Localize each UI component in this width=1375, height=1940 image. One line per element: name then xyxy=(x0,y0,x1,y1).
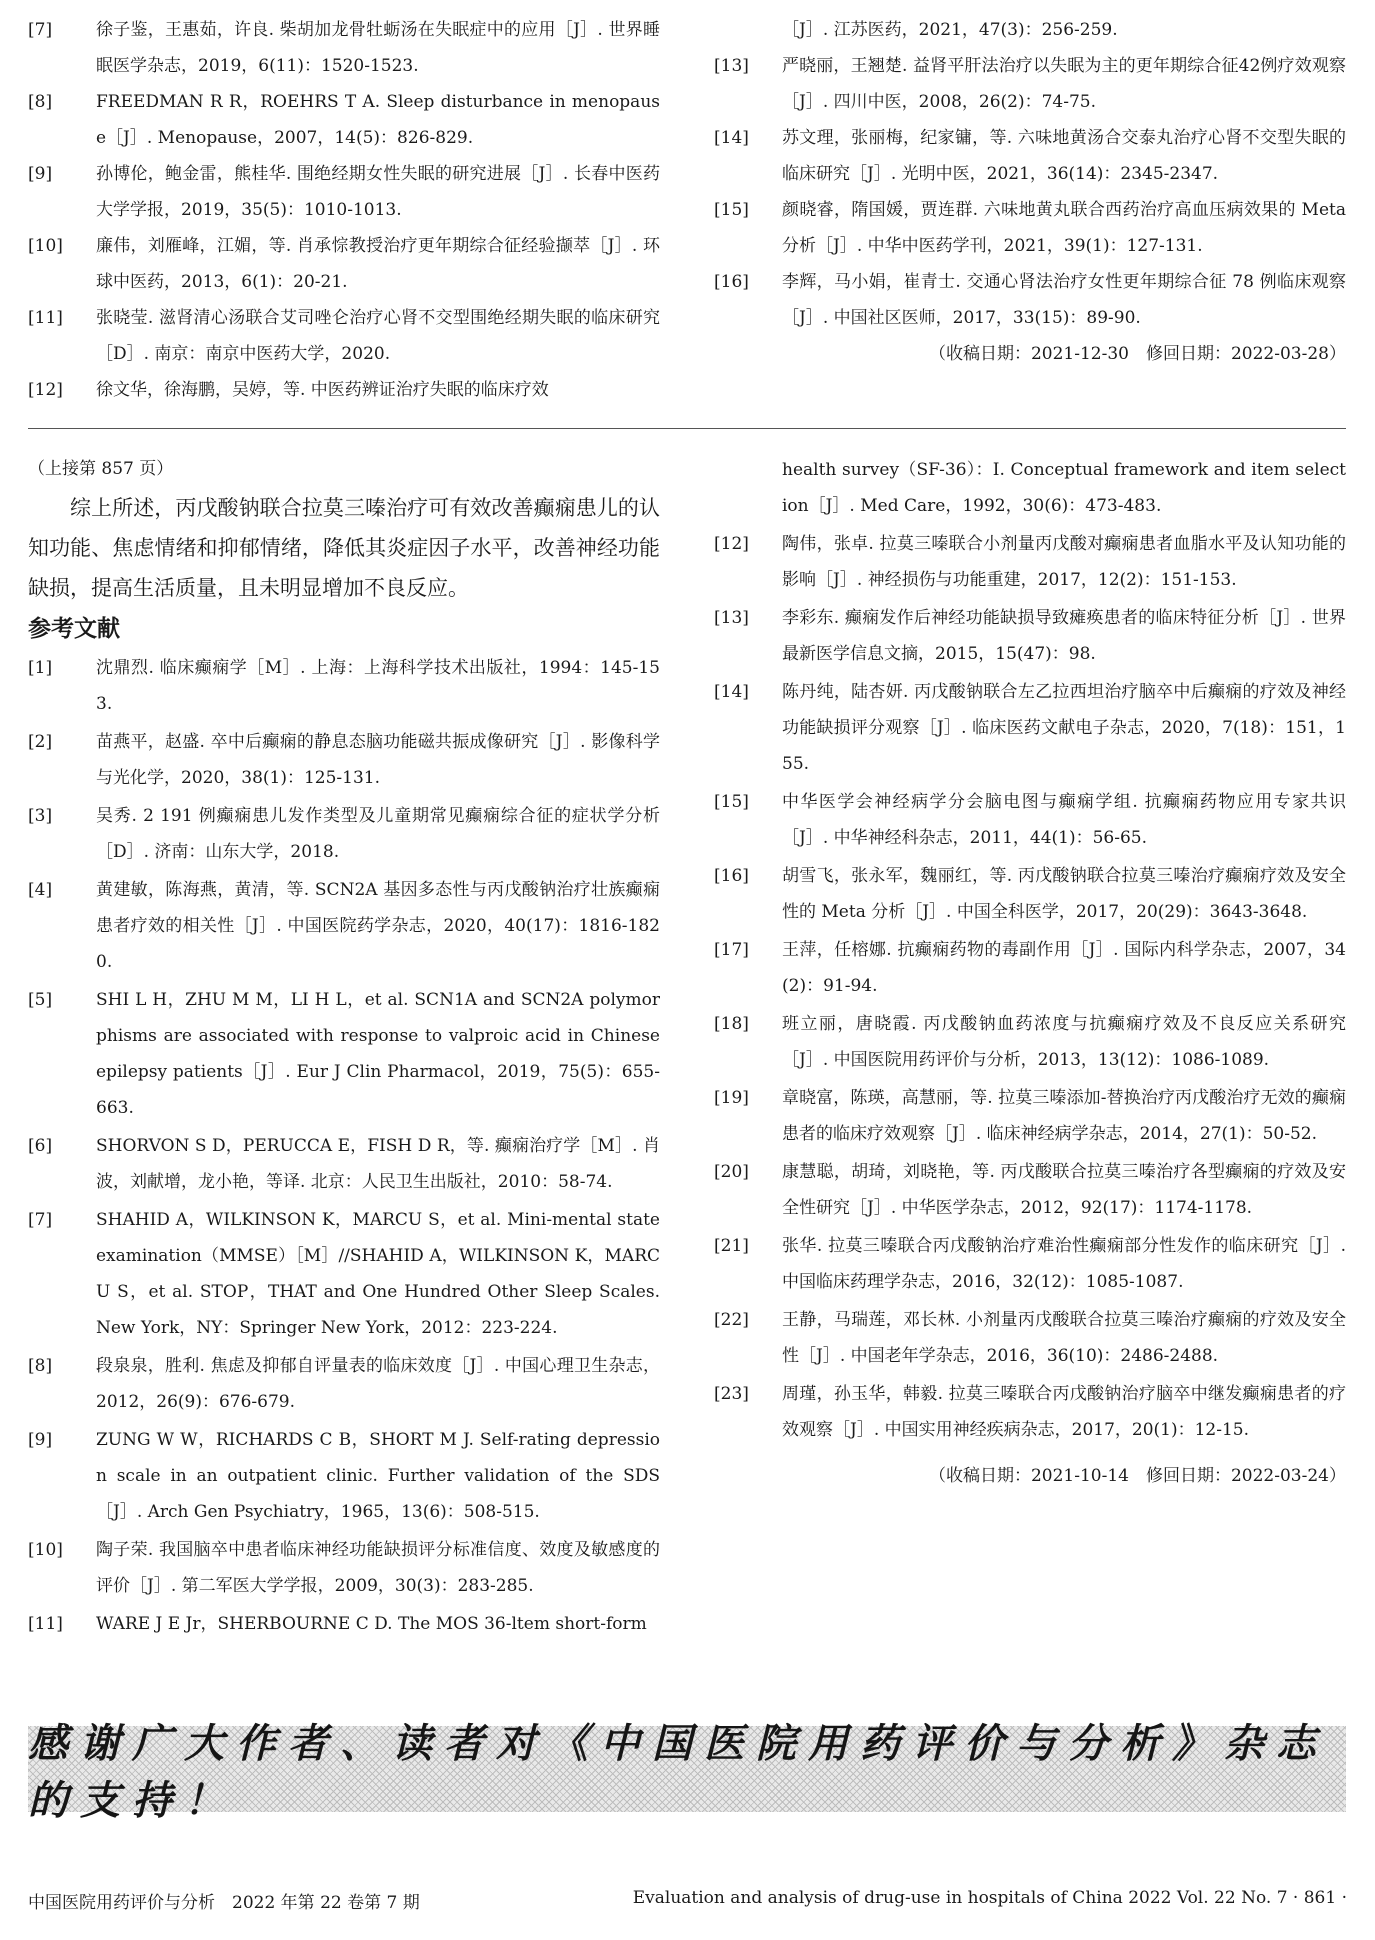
bottom-right-column xyxy=(714,452,1346,1494)
reference-text: 章晓富，陈瑛，高慧丽，等. 拉莫三嗪添加-替换治疗丙戊酸治疗无效的癫痫患者的临床疗效观察［J］. 临床神经病学杂志，2014，27(1)：50-52. xyxy=(782,1088,1346,1144)
reference-text: 陶子荣. 我国脑卒中患者临床神经功能缺损评分标准信度、效度及敏感度的评价［J］. 第二军医大学学报，2009，30(3)：283-285. xyxy=(96,1540,660,1596)
reference-text: 吴秀. 2 191 例癫痫患儿发作类型及儿童期常见癫痫综合征的症状学分析［D］. 济南：山东大学，2018. xyxy=(96,806,660,862)
reference-number: [20] xyxy=(714,1162,749,1182)
reference-item xyxy=(714,264,1346,336)
reference-text: 严晓丽，王翘楚. 益肾平肝法治疗以失眠为主的更年期综合征42例疗效观察［J］. 四川中医，2008，26(2)：74-75. xyxy=(782,56,1346,112)
top-right-references xyxy=(714,12,1346,372)
reference-text: 陶伟，张卓. 拉莫三嗪联合小剂量丙戊酸对癫痫患者血脂水平及认知功能的影响［J］. 神经损伤与功能重建，2017，12(2)：151-153. xyxy=(782,534,1346,590)
reference-item xyxy=(28,12,660,84)
reference-number: [13] xyxy=(714,56,749,76)
reference-item xyxy=(28,372,660,408)
reference-text: 胡雪飞，张永军，魏丽红，等. 丙戊酸钠联合拉莫三嗪治疗癫痫疗效及安全性的 Meta 分析［J］. 中国全科医学，2017，20(29)：3643-3648. xyxy=(782,866,1346,922)
reference-item xyxy=(714,48,1346,120)
reference-item xyxy=(28,1606,660,1642)
reference-text: FREEDMAN R R，ROEHRS T A. Sleep disturbance in menopause［J］. Menopause，2007，14(5)：826-829. xyxy=(96,92,660,148)
references-heading: 参考文献 xyxy=(28,616,120,642)
reference-number: [7] xyxy=(28,1210,53,1230)
reference-item xyxy=(28,872,660,980)
reference-item xyxy=(714,932,1346,1004)
top-left-references xyxy=(28,12,660,408)
reference-item xyxy=(714,1154,1346,1226)
reference-number: [11] xyxy=(28,308,63,328)
reference-number: [10] xyxy=(28,236,63,256)
reference-text: 李辉，马小娟，崔青士. 交通心肾法治疗女性更年期综合征 78 例临床观察［J］. 中国社区医师，2017，33(15)：89-90. xyxy=(782,272,1346,328)
reference-text: 王萍，任榕娜. 抗癫痫药物的毒副作用［J］. 国际内科学杂志，2007，34(2)：91-94. xyxy=(782,940,1346,996)
reference-text: 黄建敏，陈海燕，黄清，等. SCN2A 基因多态性与丙戊酸钠治疗壮族癫痫患者疗效的相关性［J］. 中国医院药学杂志，2020，40(17)：1816-1820. xyxy=(96,880,660,972)
section-divider xyxy=(28,428,1346,429)
reference-text: 苗燕平，赵盛. 卒中后癫痫的静息态脑功能磁共振成像研究［J］. 影像科学与光化学，2020，38(1)：125-131. xyxy=(96,732,660,788)
banner-text: 感谢广大作者、读者对《中国医院用药评价与分析》杂志的支持！ xyxy=(28,1720,1328,1824)
reference-text: SHORVON S D，PERUCCA E，FISH D R，等. 癫痫治疗学［M］. 肖波，刘献增，龙小艳，等译. 北京：人民卫生出版社，2010：58-74. xyxy=(96,1136,660,1192)
reference-number: [19] xyxy=(714,1088,749,1108)
reference-number: [9] xyxy=(28,1430,53,1450)
reference-text: 陈丹纯，陆杏妍. 丙戊酸钠联合左乙拉西坦治疗脑卒中后癫痫的疗效及神经功能缺损评分观察［J］. 临床医药文献电子杂志，2020，7(18)：151，155. xyxy=(782,682,1346,774)
reference-item xyxy=(714,784,1346,856)
reference-number: [6] xyxy=(28,1136,53,1156)
reference-text: SHI L H，ZHU M M，LI H L，et al. SCN1A and SCN2A polymorphisms are associated with response to valproic acid in Chinese epilepsy patients［J］. Eur J Clin Pharmacol，2019，75(5)：655-663. xyxy=(96,990,660,1118)
reference-item xyxy=(714,1302,1346,1374)
reference-number: [17] xyxy=(714,940,749,960)
reference-text: 周瑾，孙玉华，韩毅. 拉莫三嗪联合丙戊酸钠治疗脑卒中继发癫痫患者的疗效观察［J］. 中国实用神经疾病杂志，2017，20(1)：12-15. xyxy=(782,1384,1346,1440)
reference-item xyxy=(28,84,660,156)
reference-text: 颜晓睿，隋国媛，贾连群. 六味地黄丸联合西药治疗高血压病效果的 Meta 分析［J］. 中华中医药学刊，2021，39(1)：127-131. xyxy=(782,200,1346,256)
bottom-left-column xyxy=(28,452,660,1642)
footer-journal-cn: 中国医院用药评价与分析 2022 年第 22 卷第 7 期 xyxy=(28,1893,420,1913)
reference-number: [13] xyxy=(714,608,749,628)
reference-item xyxy=(714,674,1346,782)
reference-number: [7] xyxy=(28,20,53,40)
reference-item xyxy=(28,1532,660,1604)
reference-text: 孙博伦，鲍金雷，熊桂华. 围绝经期女性失眠的研究进展［J］. 长春中医药大学学报，2019，35(5)：1010-1013. xyxy=(96,164,660,220)
reference-number: [12] xyxy=(28,380,63,400)
bottom-received-dates: （收稿日期：2021-10-14 修回日期：2022-03-24） xyxy=(928,1466,1346,1486)
reference-item xyxy=(714,1376,1346,1448)
thanks-banner xyxy=(28,1720,1346,1824)
reference-number: [16] xyxy=(714,272,749,292)
reference-text: 中华医学会神经病学分会脑电图与癫痫学组. 抗癫痫药物应用专家共识［J］. 中华神经科杂志，2011，44(1)：56-65. xyxy=(782,792,1346,848)
reference-item xyxy=(714,192,1346,264)
reference-text: 王静，马瑞莲，邓长林. 小剂量丙戊酸联合拉莫三嗪治疗癫痫的疗效及安全性［J］. 中国老年学杂志，2016，36(10)：2486-2488. xyxy=(782,1310,1346,1366)
reference-number: [14] xyxy=(714,682,749,702)
reference-text: 苏文理，张丽梅，纪家镛，等. 六味地黄汤合交泰丸治疗心肾不交型失眠的临床研究［J］. 光明中医，2021，36(14)：2345-2347. xyxy=(782,128,1346,184)
reference-text: 康慧聪，胡琦，刘晓艳，等. 丙戊酸联合拉莫三嗪治疗各型癫痫的疗效及安全性研究［J］. 中华医学杂志，2012，92(17)：1174-1178. xyxy=(782,1162,1346,1218)
reference-number: [11] xyxy=(28,1614,63,1634)
reference-item xyxy=(714,120,1346,192)
reference-text: 李彩东. 癫痫发作后神经功能缺损导致瘫痪患者的临床特征分析［J］. 世界最新医学信息文摘，2015，15(47)：98. xyxy=(782,608,1346,664)
reference-number: [2] xyxy=(28,732,53,752)
reference-item xyxy=(28,982,660,1126)
reference-number: [15] xyxy=(714,200,749,220)
reference-item xyxy=(28,156,660,228)
reference-item xyxy=(714,526,1346,598)
reference-text: 张晓莹. 滋肾清心汤联合艾司唑仑治疗心肾不交型围绝经期失眠的临床研究［D］. 南京：南京中医药大学，2020. xyxy=(96,308,660,364)
reference-item xyxy=(28,798,660,870)
reference-text: 沈鼎烈. 临床癫痫学［M］. 上海：上海科学技术出版社，1994：145-153. xyxy=(96,658,660,714)
reference-number: [8] xyxy=(28,92,53,112)
reference-text: WARE J E Jr，SHERBOURNE C D. The MOS 36-ltem short-form xyxy=(96,1614,647,1634)
reference-number: [5] xyxy=(28,990,53,1010)
reference-item xyxy=(714,1006,1346,1078)
reference-item xyxy=(714,12,1346,48)
reference-item xyxy=(28,1202,660,1346)
reference-number: [3] xyxy=(28,806,53,826)
reference-item xyxy=(28,1422,660,1530)
reference-text: 徐子鉴，王惠茹，许良. 柴胡加龙骨牡蛎汤在失眠症中的应用［J］. 世界睡眠医学杂志，2019，6(11)：1520-1523. xyxy=(96,20,660,76)
reference-number: [14] xyxy=(714,128,749,148)
reference-number: [10] xyxy=(28,1540,63,1560)
reference-number: [15] xyxy=(714,792,749,812)
reference-item xyxy=(28,724,660,796)
reference-text: 张华. 拉莫三嗪联合丙戊酸钠治疗难治性癫痫部分性发作的临床研究［J］. 中国临床药理学杂志，2016，32(12)：1085-1087. xyxy=(782,1236,1346,1292)
reference-text: health survey（SF-36）：I. Conceptual framework and item selection［J］. Med Care，1992，30(6)：473-483. xyxy=(782,460,1346,516)
reference-number: [9] xyxy=(28,164,53,184)
reference-text: SHAHID A，WILKINSON K，MARCU S，et al. Mini-mental state examination（MMSE）［M］//SHAHID A，WILKINSON K，MARCU S，et al. STOP，THAT and One Hundred Other Sleep Scales. New York，NY：Springer New York，2012：223-224. xyxy=(96,1210,660,1338)
reference-item xyxy=(714,1080,1346,1152)
reference-item xyxy=(28,228,660,300)
reference-item xyxy=(714,858,1346,930)
reference-item xyxy=(714,452,1346,524)
reference-text: 班立丽，唐晓霞. 丙戊酸钠血药浓度与抗癫痫疗效及不良反应关系研究［J］. 中国医院用药评价与分析，2013，13(12)：1086-1089. xyxy=(782,1014,1346,1070)
reference-item xyxy=(714,1228,1346,1300)
reference-item xyxy=(28,1348,660,1420)
conclusion-paragraph: 综上所述，丙戊酸钠联合拉莫三嗪治疗可有效改善癫痫患儿的认知功能、焦虑情绪和抑郁情绪，降低其炎症因子水平，改善神经功能缺损，提高生活质量，且未明显增加不良反应。 xyxy=(28,496,660,600)
reference-item xyxy=(28,300,660,372)
reference-item xyxy=(714,600,1346,672)
reference-number: [1] xyxy=(28,658,53,678)
reference-text: 廉伟，刘雁峰，江媚，等. 肖承悰教授治疗更年期综合征经验撷萃［J］. 环球中医药，2013，6(1)：20-21. xyxy=(96,236,660,292)
reference-number: [18] xyxy=(714,1014,749,1034)
footer-journal-en: Evaluation and analysis of drug-use in hospitals of China 2022 Vol. 22 No. 7 · 861 · xyxy=(632,1888,1347,1908)
reference-text: 段泉泉，胜利. 焦虑及抑郁自评量表的临床效度［J］. 中国心理卫生杂志，2012，26(9)：676-679. xyxy=(96,1356,660,1412)
top-received-dates: （收稿日期：2021-12-30 修回日期：2022-03-28） xyxy=(928,344,1346,364)
reference-number: [21] xyxy=(714,1236,749,1256)
reference-number: [4] xyxy=(28,880,53,900)
reference-number: [22] xyxy=(714,1310,749,1330)
reference-item xyxy=(28,650,660,722)
reference-number: [12] xyxy=(714,534,749,554)
reference-item xyxy=(28,1128,660,1200)
reference-number: [8] xyxy=(28,1356,53,1376)
reference-text: ［J］. 江苏医药，2021，47(3)：256-259. xyxy=(782,20,1118,40)
reference-number: [23] xyxy=(714,1384,749,1404)
reference-text: 徐文华，徐海鹏，吴婷，等. 中医药辨证治疗失眠的临床疗效 xyxy=(96,380,549,400)
continued-from-note: （上接第 857 页） xyxy=(28,459,174,479)
reference-number: [16] xyxy=(714,866,749,886)
reference-text: ZUNG W W，RICHARDS C B，SHORT M J. Self-rating depression scale in an outpatient clinic. Further validation of the SDS［J］. Arch Gen Psychiatry，1965，13(6)：508-515. xyxy=(96,1430,660,1522)
